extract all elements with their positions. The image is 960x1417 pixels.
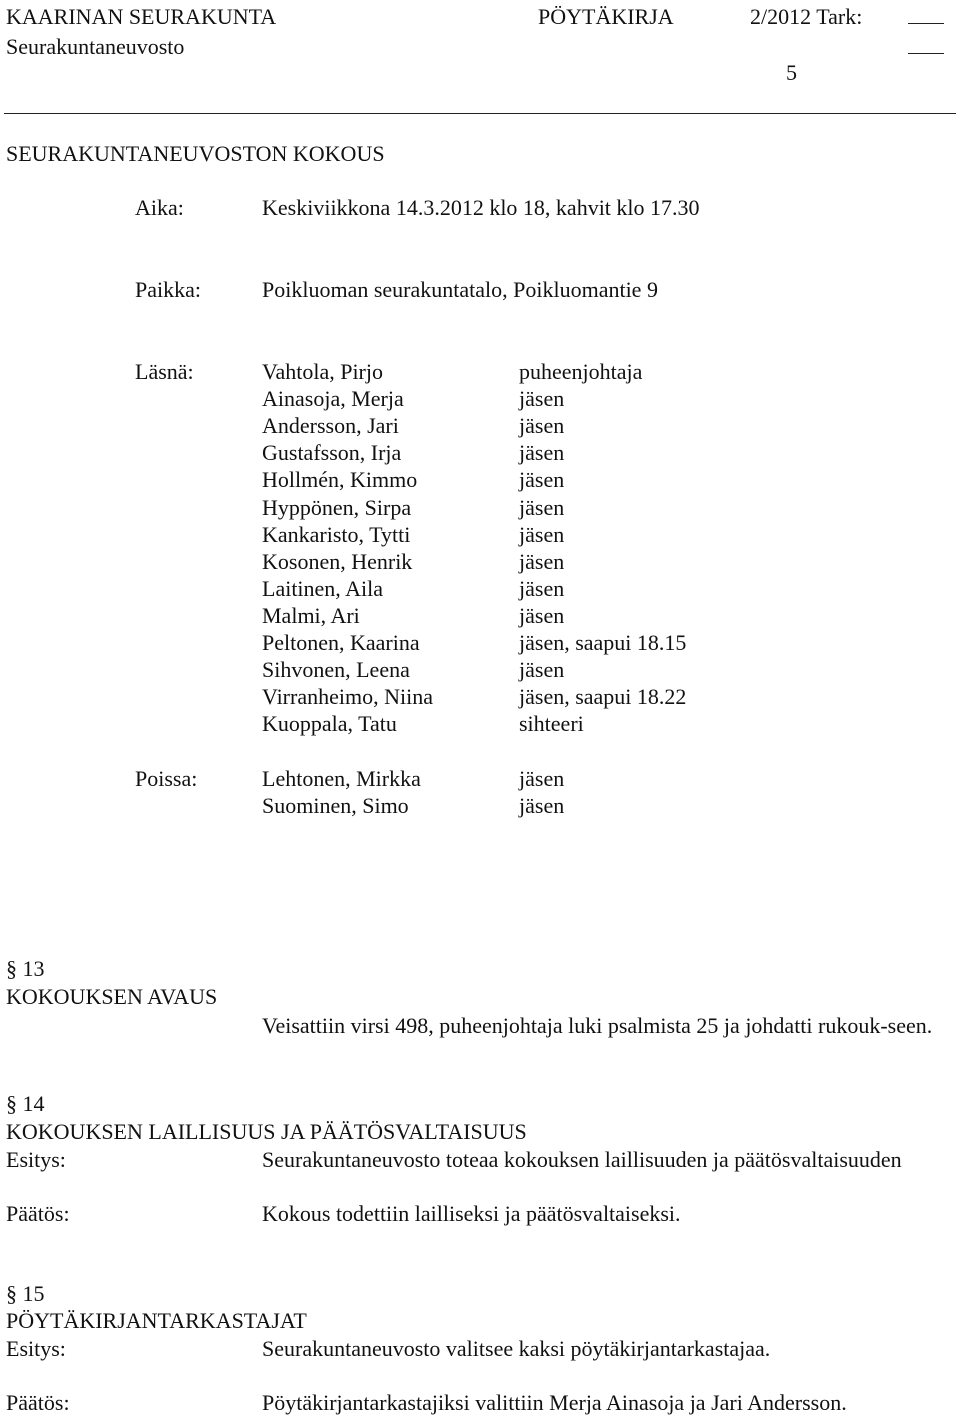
section-heading: PÖYTÄKIRJANTARKASTAJAT xyxy=(6,1308,307,1333)
attendee-role: jäsen xyxy=(519,657,565,683)
attendee-name: Ainasoja, Merja xyxy=(262,386,404,412)
attendee-name: Hollmén, Kimmo xyxy=(262,467,418,493)
attendee-role: jäsen xyxy=(519,548,565,574)
attendee-name: Hyppönen, Sirpa xyxy=(262,494,412,520)
attendee-role: jäsen xyxy=(519,386,565,412)
attendee-role: jäsen xyxy=(519,440,565,466)
section-heading: KOKOUKSEN LAILLISUUS JA PÄÄTÖSVALTAISUUS xyxy=(6,1119,527,1144)
attendee-name: Kosonen, Henrik xyxy=(262,548,413,574)
section-number: § 13 xyxy=(6,956,45,981)
attendee-role: jäsen xyxy=(519,793,565,819)
section-text: Veisattiin virsi 498, puheenjohtaja luki psalmista 25 ja johdatti rukouk-seen. xyxy=(262,1013,933,1038)
header-divider xyxy=(4,113,956,114)
attendee-role: jäsen xyxy=(519,766,565,791)
attendee-name: Peltonen, Kaarina xyxy=(262,630,420,655)
attendee-role: jäsen, saapui 18.22 xyxy=(519,684,687,710)
attendee-name: Suominen, Simo xyxy=(262,793,409,819)
header-org: KAARINAN SEURAKUNTA xyxy=(6,4,277,29)
attendee-role: jäsen xyxy=(519,413,565,439)
attendee-role: jäsen xyxy=(519,602,565,628)
attendee-role: sihteeri xyxy=(519,711,584,737)
attendee-role: jäsen, saapui 18.15 xyxy=(519,630,687,655)
place-label: Paikka: xyxy=(135,277,201,302)
attendee-name: Kankaristo, Tytti xyxy=(262,521,411,547)
attendee-name: Lehtonen, Mirkka xyxy=(262,766,421,791)
section-number: § 15 xyxy=(6,1281,45,1306)
paatos-text: Pöytäkirjantarkastajiksi valittiin Merja Ainasoja ja Jari Andersson. xyxy=(262,1390,847,1415)
time-value: Keskiviikkona 14.3.2012 klo 18, kahvit klo 17.30 xyxy=(262,195,700,220)
attendee-name: Virranheimo, Niina xyxy=(262,684,433,710)
paatos-label: Päätös: xyxy=(6,1201,70,1226)
page-number: 5 xyxy=(786,60,797,85)
attendee-role: jäsen xyxy=(519,521,565,547)
time-label: Aika: xyxy=(135,195,184,220)
attendee-name: Kuoppala, Tatu xyxy=(262,711,397,737)
attendee-name: Malmi, Ari xyxy=(262,602,360,628)
attendee-role: puheenjohtaja xyxy=(519,359,643,384)
header-doc-type: PÖYTÄKIRJA xyxy=(538,4,674,29)
esitys-label: Esitys: xyxy=(6,1336,66,1361)
header-blank-2 xyxy=(908,36,944,58)
header-body-name: Seurakuntaneuvosto xyxy=(6,34,185,59)
meeting-title: SEURAKUNTANEUVOSTON KOKOUS xyxy=(6,141,385,166)
esitys-text: Seurakuntaneuvosto toteaa kokouksen laillisuuden ja päätösvaltaisuuden xyxy=(262,1147,902,1172)
attendee-name: Andersson, Jari xyxy=(262,413,399,439)
section-number: § 14 xyxy=(6,1091,45,1116)
attendee-name: Laitinen, Aila xyxy=(262,575,383,601)
header-blank-1 xyxy=(908,6,944,28)
place-value: Poikluoman seurakuntatalo, Poikluomantie 9 xyxy=(262,277,658,302)
section-heading: KOKOUKSEN AVAUS xyxy=(6,984,218,1009)
paatos-label: Päätös: xyxy=(6,1390,70,1415)
attendee-role: jäsen xyxy=(519,575,565,601)
attendee-name: Gustafsson, Irja xyxy=(262,440,402,466)
attendee-name: Sihvonen, Leena xyxy=(262,657,410,683)
esitys-text: Seurakuntaneuvosto valitsee kaksi pöytäkirjantarkastajaa. xyxy=(262,1336,771,1361)
attendee-name: Vahtola, Pirjo xyxy=(262,359,383,384)
esitys-label: Esitys: xyxy=(6,1147,66,1172)
present-label: Läsnä: xyxy=(135,359,194,384)
attendee-role: jäsen xyxy=(519,494,565,520)
paatos-text: Kokous todettiin lailliseksi ja päätösvaltaiseksi. xyxy=(262,1201,681,1226)
absent-label: Poissa: xyxy=(135,766,198,791)
header-number: 2/2012 Tark: xyxy=(750,4,863,29)
attendee-role: jäsen xyxy=(519,467,565,493)
